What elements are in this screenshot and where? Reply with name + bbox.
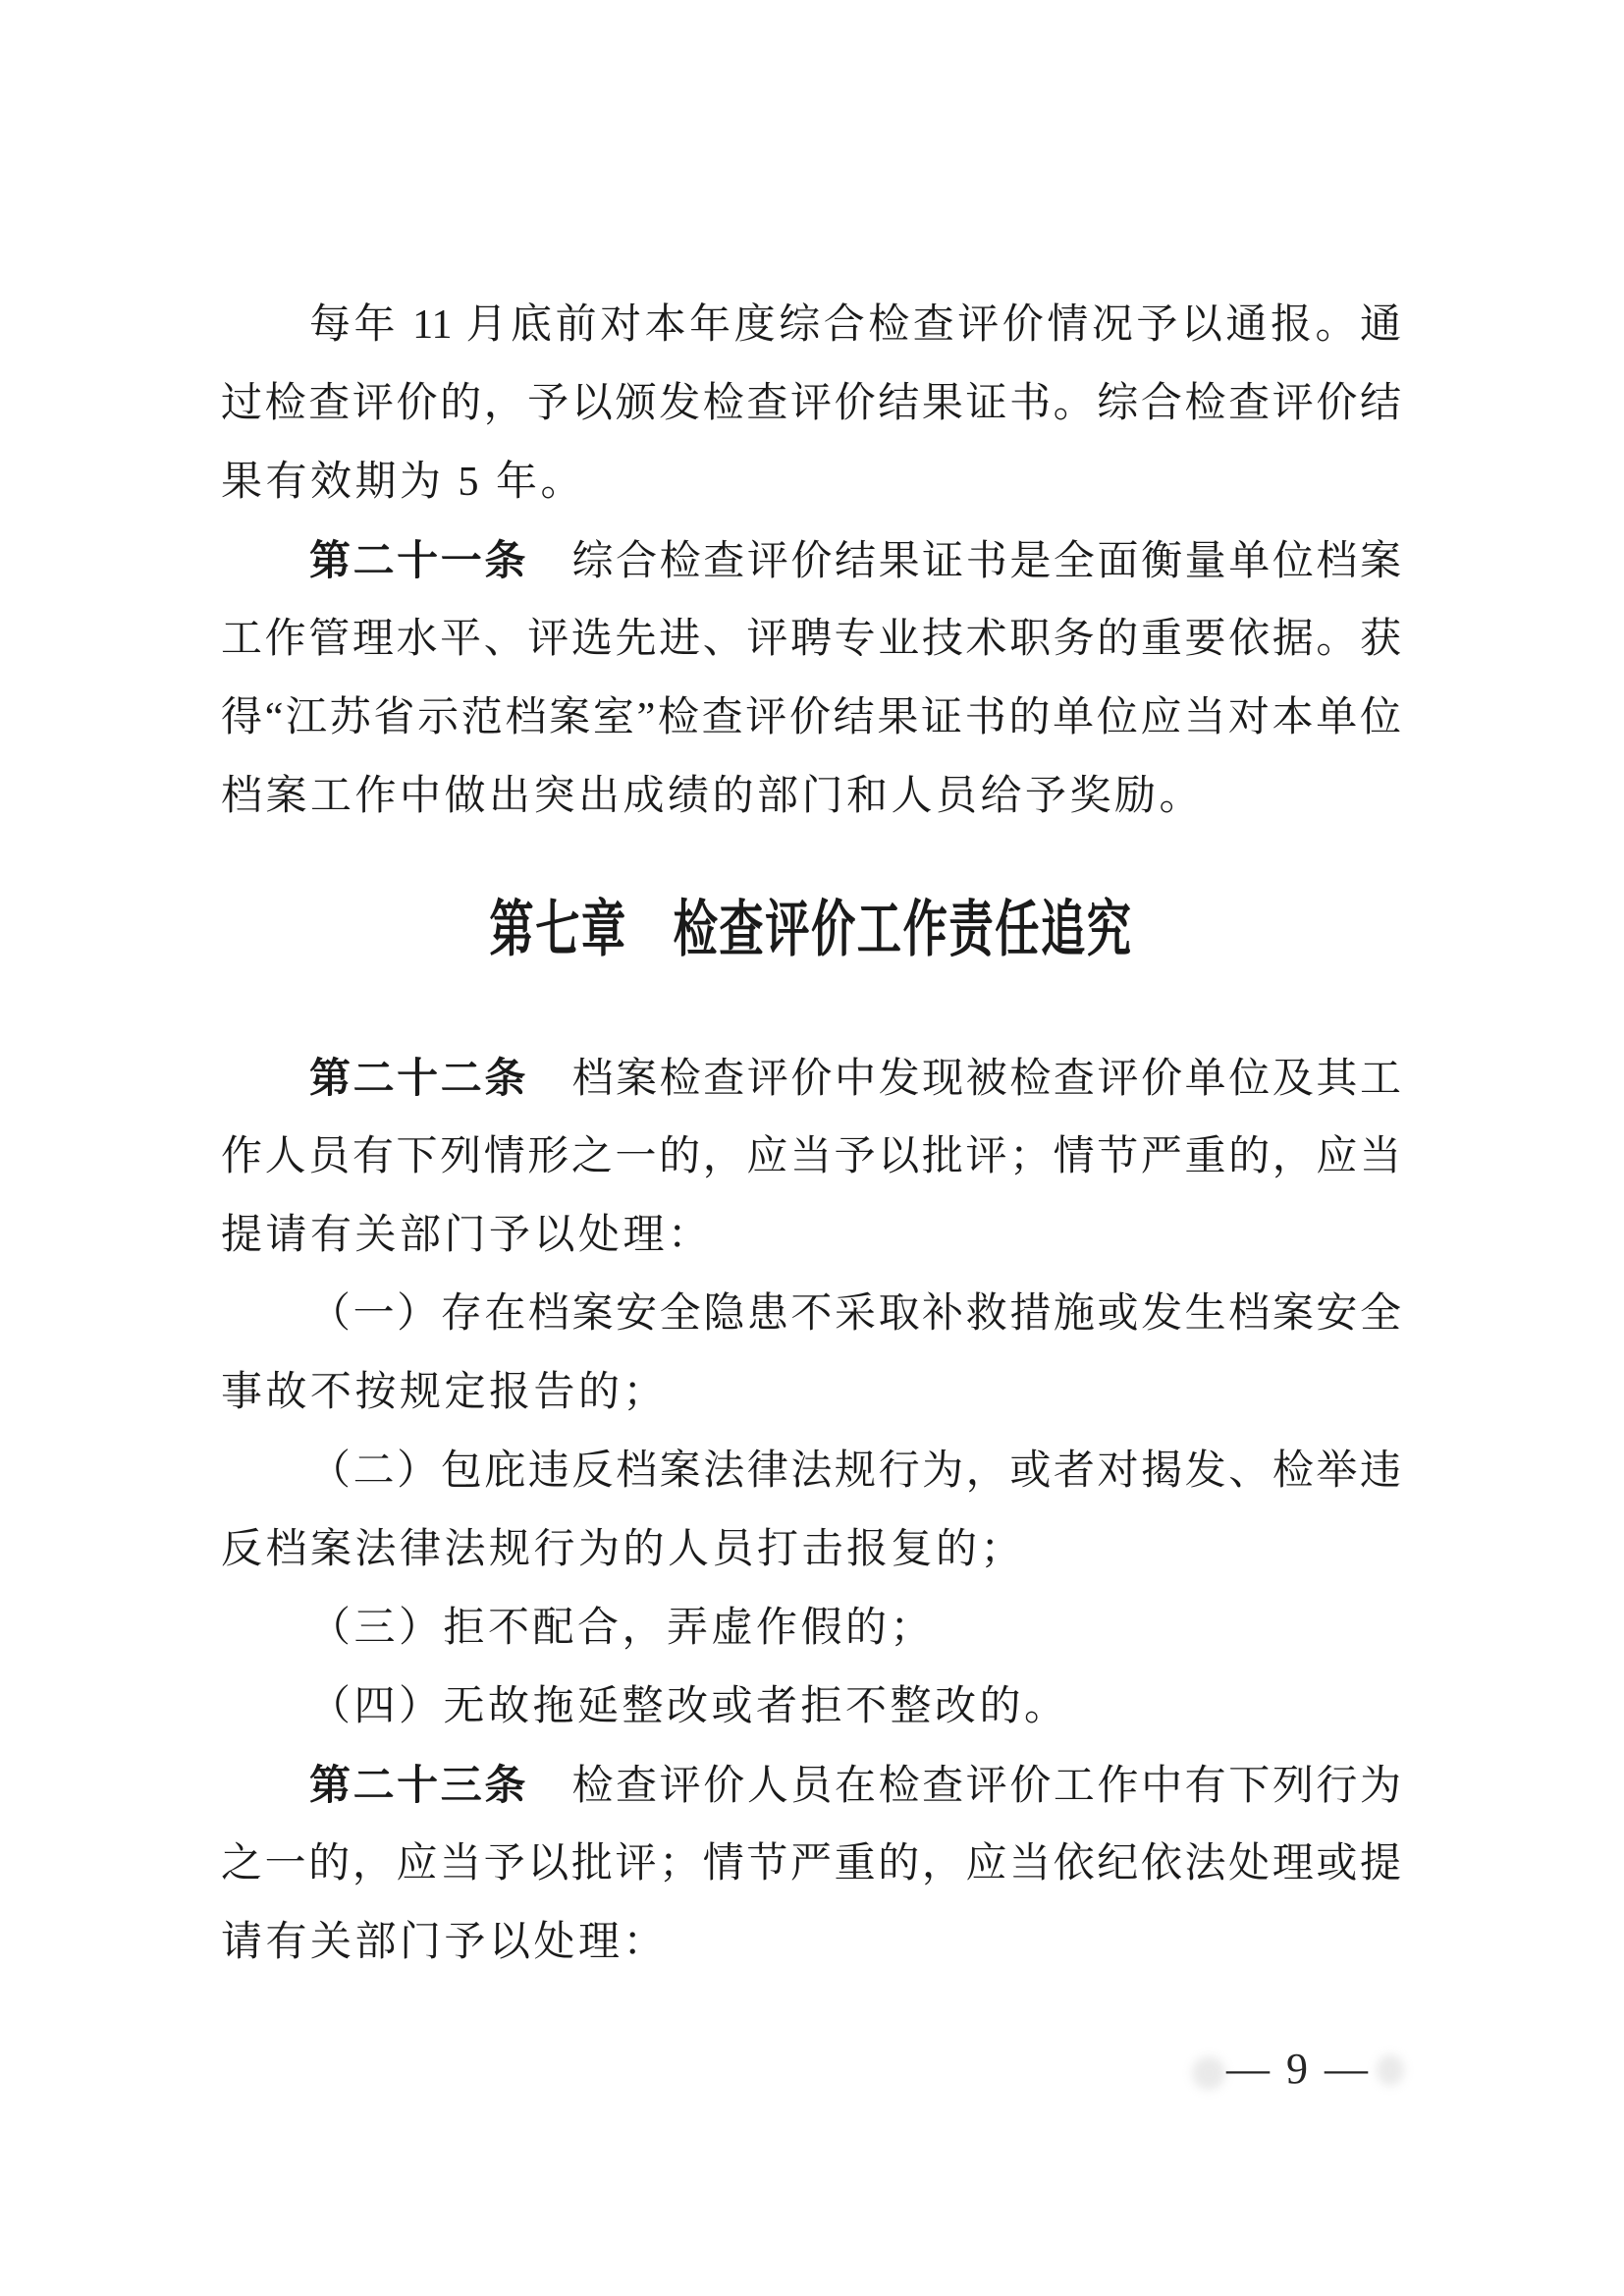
text-line xyxy=(221,1039,1401,1118)
article-number: 第二十一条 xyxy=(309,537,528,583)
para-article-21 xyxy=(221,521,1401,836)
text-run: （三）拒不配合，弄虚作假的； xyxy=(309,1606,936,1651)
text-line xyxy=(221,443,1401,521)
text-run: 提请有关部门予以处理： xyxy=(221,1213,713,1258)
page-number: — 9 — xyxy=(1226,2045,1371,2093)
text-run: （一）存在档案安全隐患不采取补救措施或发生档案安全 xyxy=(309,1291,1401,1337)
para-item-1 xyxy=(221,1275,1401,1432)
text-line xyxy=(221,1589,1401,1667)
para-item-4 xyxy=(221,1667,1401,1746)
scan-artifact xyxy=(1377,2054,1404,2086)
text-line xyxy=(221,679,1401,757)
text-line xyxy=(221,1432,1401,1510)
text-line xyxy=(221,1825,1401,1903)
para-notification xyxy=(221,286,1401,521)
chapter-heading-text: 第七章 检查评价工作责任追究 xyxy=(489,895,1133,964)
text-run: 每年 11 月底前对本年度综合检查评价情况予以通报。通 xyxy=(309,302,1401,348)
text-run: 档案检查评价中发现被检查评价单位及其工 xyxy=(527,1057,1401,1102)
text-run: 请有关部门予以处理： xyxy=(221,1920,669,1965)
text-line xyxy=(221,1510,1401,1589)
text-line xyxy=(221,521,1401,600)
scan-artifact xyxy=(1192,2056,1225,2090)
text-run: （二）包庇违反档案法律法规行为，或者对揭发、检举违 xyxy=(309,1449,1401,1494)
text-run: 检查评价人员在检查评价工作中有下列行为 xyxy=(527,1764,1401,1809)
para-article-22 xyxy=(221,1039,1401,1275)
text-line xyxy=(221,600,1401,679)
text-line xyxy=(221,1746,1401,1825)
text-run: 反档案法律法规行为的人员打击报复的； xyxy=(221,1527,1026,1572)
text-run: 事故不按规定报告的； xyxy=(221,1370,669,1415)
article-number: 第二十二条 xyxy=(309,1055,528,1101)
para-item-2 xyxy=(221,1432,1401,1589)
article-number: 第二十三条 xyxy=(309,1762,528,1808)
text-run: 过检查评价的，予以颁发检查评价结果证书。综合检查评价结 xyxy=(221,381,1401,426)
document-body xyxy=(221,286,1401,1982)
text-run: （四）无故拖延整改或者拒不整改的。 xyxy=(309,1684,1069,1729)
text-run: 工作管理水平、评选先进、评聘专业技术职务的重要依据。获 xyxy=(221,617,1401,662)
text-run: 果有效期为 5 年。 xyxy=(221,460,586,505)
text-line xyxy=(221,1667,1401,1746)
text-line xyxy=(221,364,1401,443)
text-line xyxy=(221,757,1401,836)
para-item-3 xyxy=(221,1589,1401,1667)
text-line xyxy=(221,1275,1401,1353)
text-line xyxy=(221,1903,1401,1982)
text-run: 得“江苏省示范档案室”检查评价结果证书的单位应当对本单位 xyxy=(221,695,1401,740)
text-run: 作人员有下列情形之一的，应当予以批评；情节严重的，应当 xyxy=(221,1134,1401,1179)
text-run: 综合检查评价结果证书是全面衡量单位档案 xyxy=(527,539,1401,584)
para-article-23 xyxy=(221,1746,1401,1982)
text-line xyxy=(221,1118,1401,1196)
text-line xyxy=(221,1353,1401,1432)
chapter-7-heading xyxy=(221,891,1401,969)
text-run: 档案工作中做出突出成绩的部门和人员给予奖励。 xyxy=(221,774,1205,819)
text-run: 之一的，应当予以批评；情节严重的，应当依纪依法处理或提 xyxy=(221,1841,1401,1886)
text-line xyxy=(221,1196,1401,1275)
text-line xyxy=(221,286,1401,364)
